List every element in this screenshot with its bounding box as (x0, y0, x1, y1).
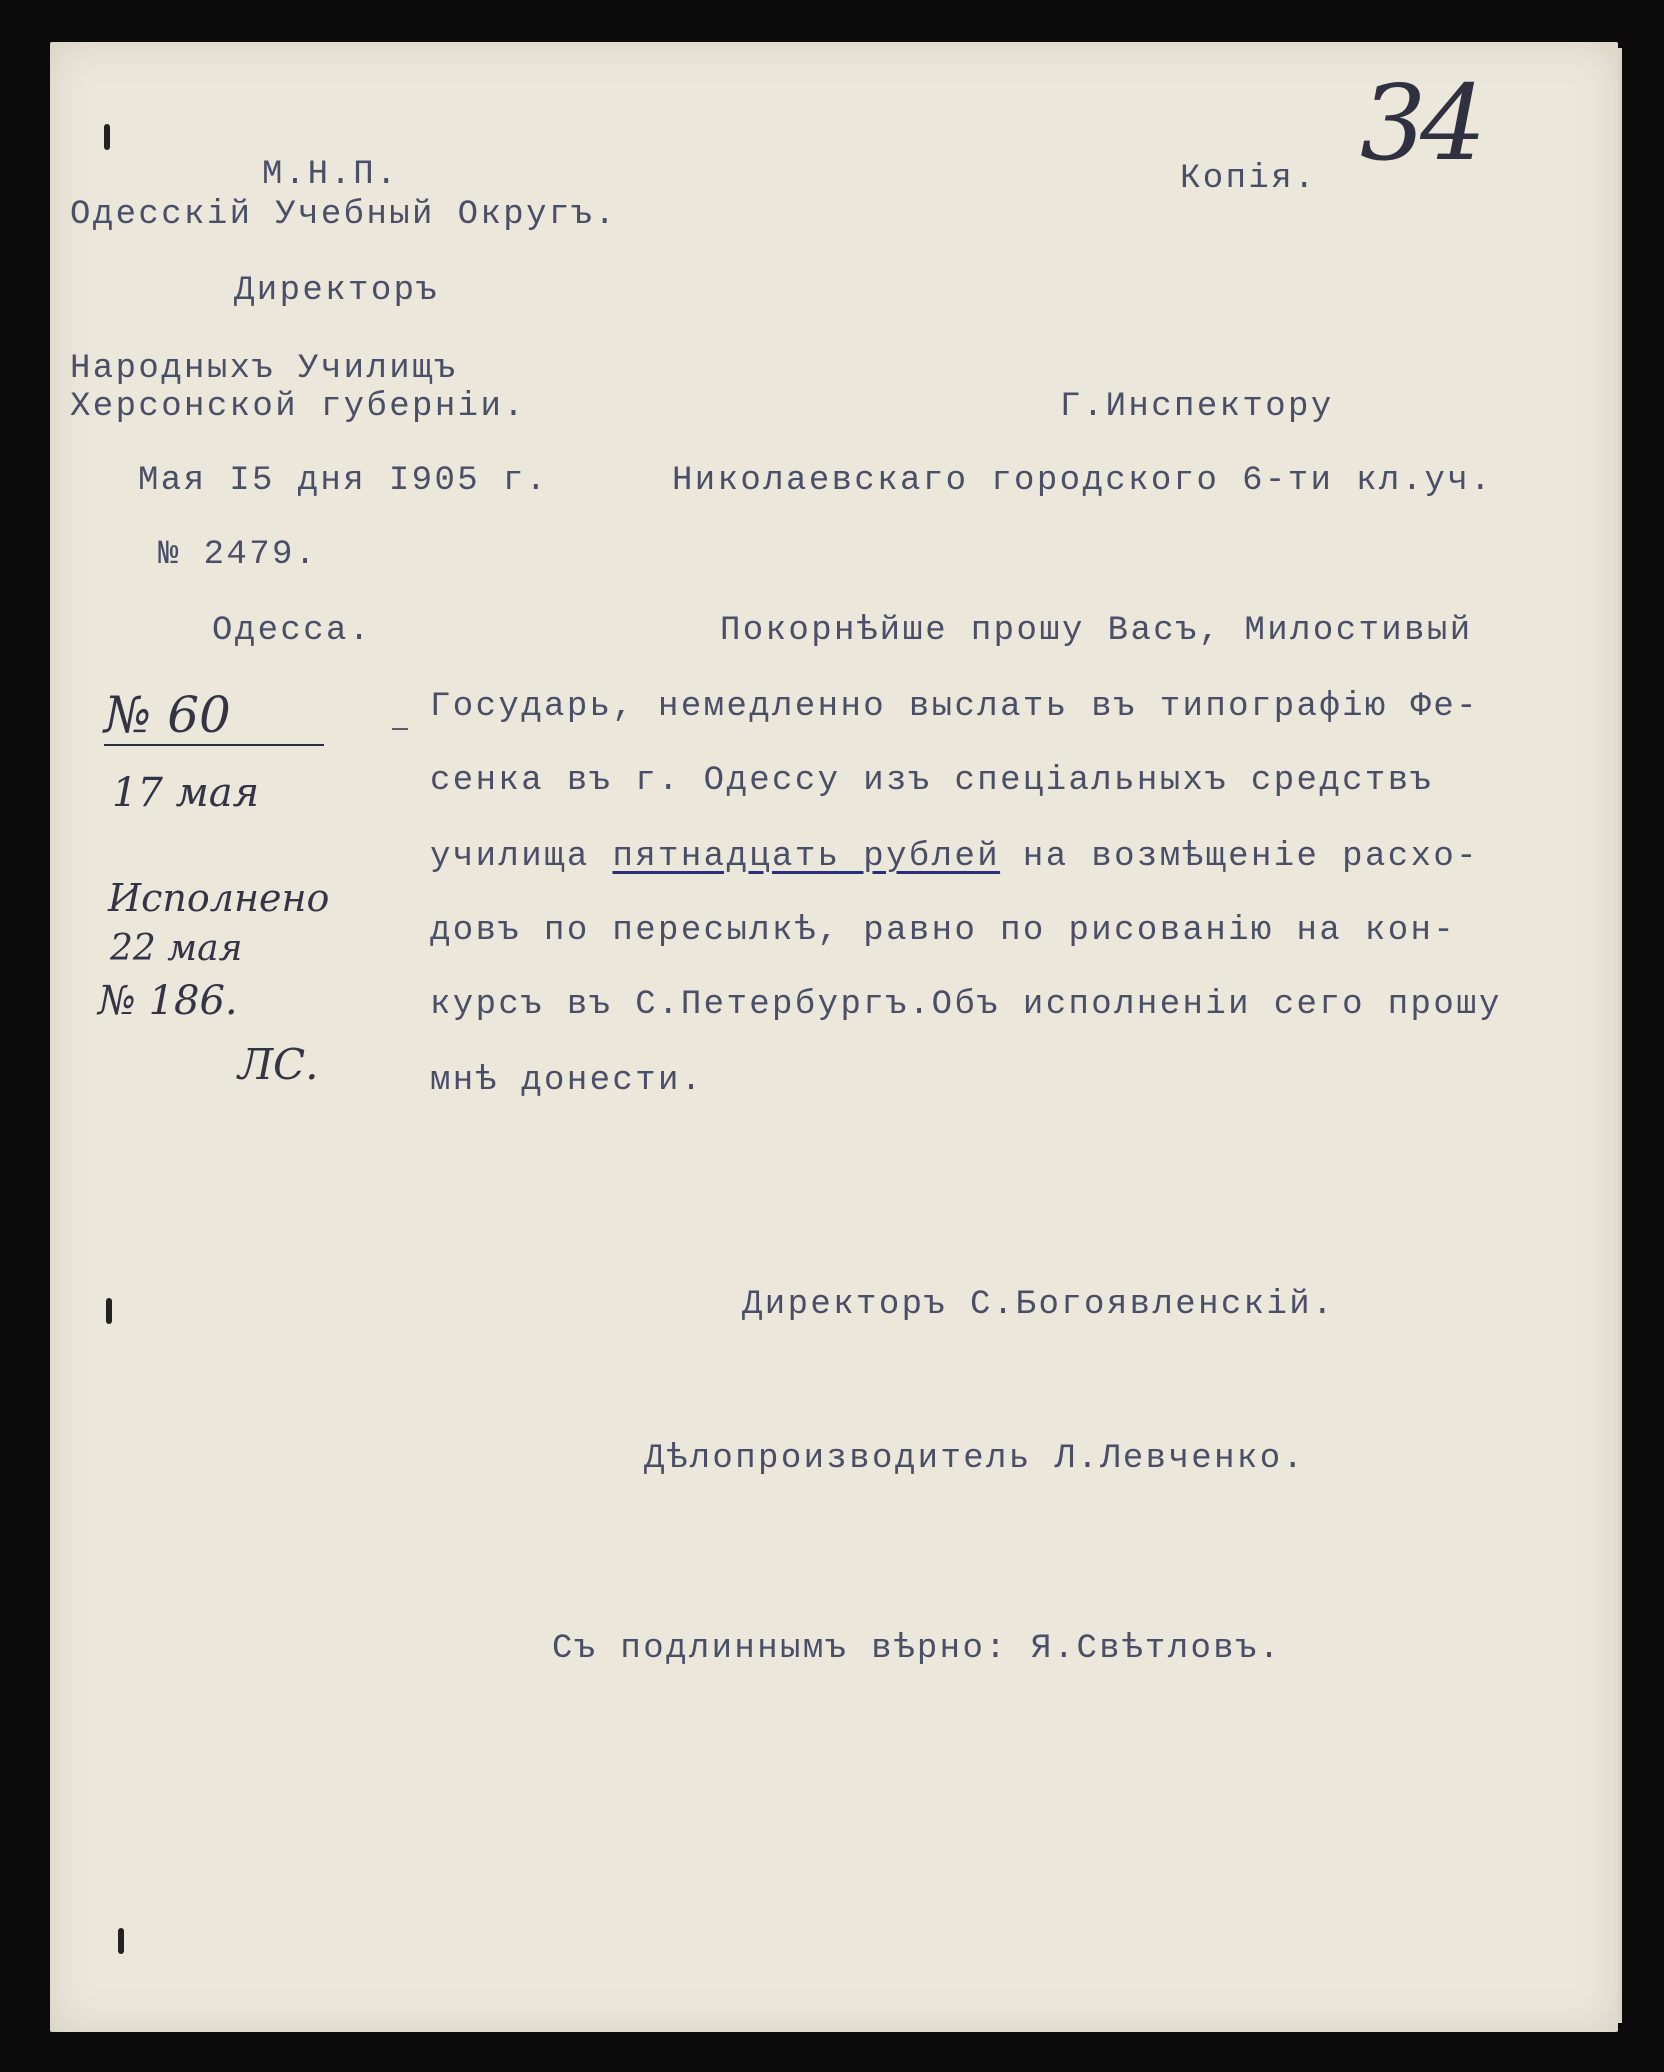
body-line-6: курсъ въ С.Петербургъ.Объ исполненіи сего прошу (430, 986, 1502, 1024)
addressee-line2: Николаевскаго городского 6-ти кл.уч. (672, 462, 1493, 500)
underlined-amount: пятнадцать рублей (612, 838, 1001, 876)
body-line-4 (430, 838, 1479, 876)
letter-number: № 2479. (158, 536, 318, 574)
document-page (50, 42, 1618, 2032)
body-line-2: Государь, немедленно выслать въ типографію Фе- (430, 688, 1479, 726)
addressee-line1: Г.Инспектору (1060, 388, 1334, 426)
page-edge (1618, 48, 1622, 2023)
margin-note-initials: ЛС. (238, 1040, 319, 1089)
schools-line2: Херсонской губерніи. (70, 388, 527, 426)
body-line-1: Покорнѣйше прошу Васъ, Милостивый (720, 612, 1473, 650)
margin-note-executed-date: 22 мая (110, 928, 243, 969)
director-title: Директоръ (234, 272, 440, 310)
letter-city: Одесса. (212, 612, 372, 650)
dash-mark (392, 728, 408, 730)
margin-note-executed-number: № 186. (98, 978, 238, 1024)
archive-page-number: 34 (1360, 62, 1481, 184)
certified-copy-line: Съ подлиннымъ вѣрно: Я.Свѣтловъ. (552, 1630, 1282, 1668)
schools-line1: Народныхъ Училищъ (70, 350, 458, 388)
binding-hole (118, 1928, 124, 1954)
director-signature: Директоръ С.Богоявленскій. (742, 1286, 1335, 1324)
margin-rule (104, 744, 324, 746)
margin-note-number: № 60 (104, 686, 231, 744)
body-line-7: мнѣ донести. (430, 1062, 704, 1100)
ministry-abbrev: М.Н.П. (262, 156, 399, 194)
clerk-signature: Дѣлопроизводитель Л.Левченко. (644, 1440, 1306, 1478)
margin-note-executed: Исполнено (108, 876, 330, 920)
binding-hole (104, 124, 110, 150)
school-district: Одесскій Учебный Округъ. (70, 196, 618, 234)
body-line-4-start: училища (430, 838, 613, 876)
binding-hole (106, 1298, 112, 1324)
margin-note-date: 17 мая (112, 770, 260, 816)
body-line-3: сенка въ г. Одессу изъ спеціальныхъ средствъ (430, 762, 1434, 800)
copy-label: Копія. (1180, 160, 1317, 198)
letter-date: Мая I5 дня I905 г. (138, 462, 549, 500)
body-line-4-end: на возмѣщеніе расхо- (1000, 838, 1479, 876)
body-line-5: довъ по пересылкѣ, равно по рисованію на кон- (430, 912, 1457, 950)
